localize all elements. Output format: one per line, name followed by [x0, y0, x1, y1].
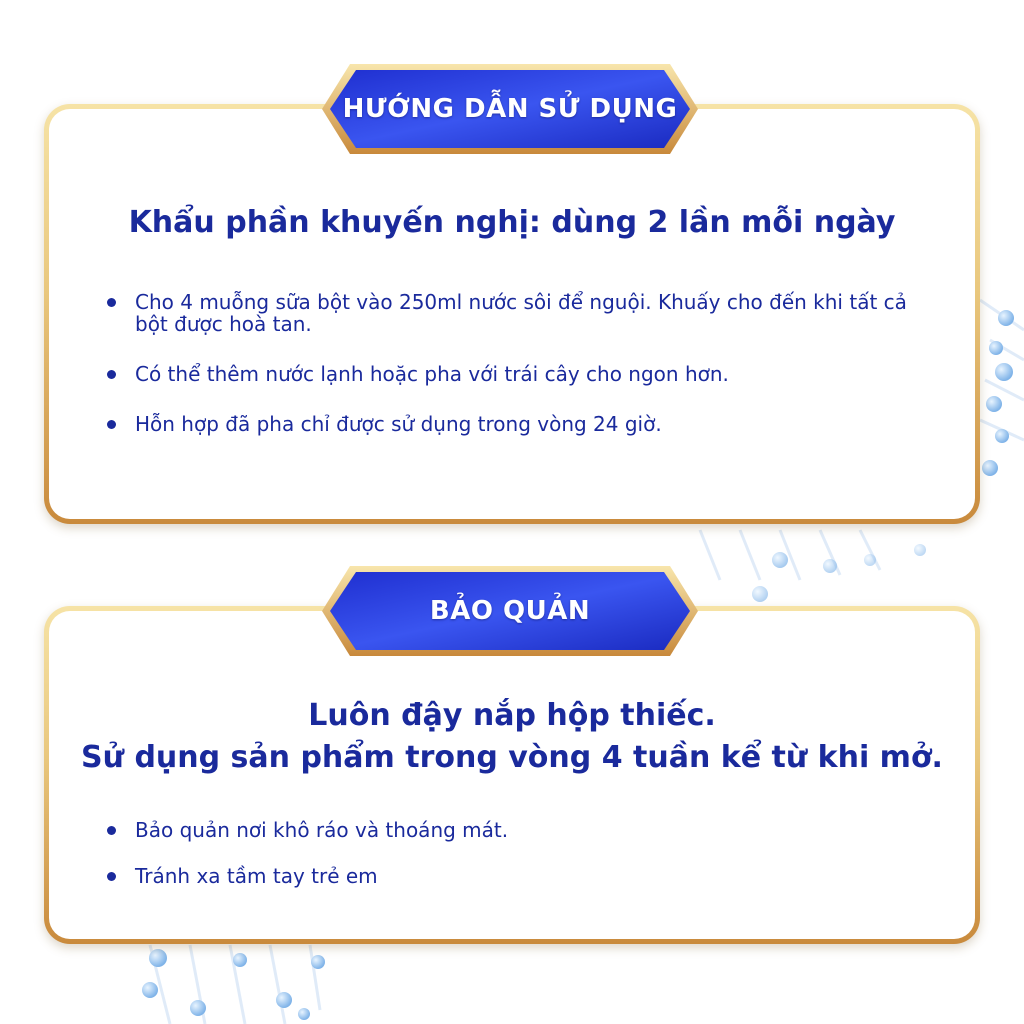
storage-list	[107, 819, 927, 911]
usage-badge-label: HƯỚNG DẪN SỬ DỤNG	[342, 94, 678, 124]
list-item: Cho 4 muỗng sữa bột vào 250ml nước sôi để nguội. Khuấy cho đến khi tất cả bột được hoà tan.	[107, 291, 927, 335]
bullet-dot-icon	[107, 872, 116, 881]
bullet-dot-icon	[107, 826, 116, 835]
bullet-dot-icon	[107, 298, 116, 307]
storage-heading-line1: Luôn đậy nắp hộp thiếc.	[308, 698, 716, 733]
list-item: Có thể thêm nước lạnh hoặc pha với trái cây cho ngon hơn.	[107, 363, 927, 385]
usage-heading: Khẩu phần khuyến nghị: dùng 2 lần mỗi ngày	[128, 205, 896, 240]
list-item: Bảo quản nơi khô ráo và thoáng mát.	[107, 819, 927, 841]
storage-badge-label: BẢO QUẢN	[429, 596, 591, 626]
bullet-dot-icon	[107, 420, 116, 429]
storage-heading-line2: Sử dụng sản phẩm trong vòng 4 tuần kể từ khi mở.	[81, 740, 943, 775]
usage-badge	[320, 62, 700, 156]
list-item: Hỗn hợp đã pha chỉ được sử dụng trong vòng 24 giờ.	[107, 413, 927, 435]
bullet-dot-icon	[107, 370, 116, 379]
storage-badge	[320, 564, 700, 658]
usage-list	[107, 291, 927, 463]
usage-card	[44, 104, 980, 524]
list-item: Tránh xa tầm tay trẻ em	[107, 865, 927, 887]
storage-heading	[49, 695, 975, 779]
